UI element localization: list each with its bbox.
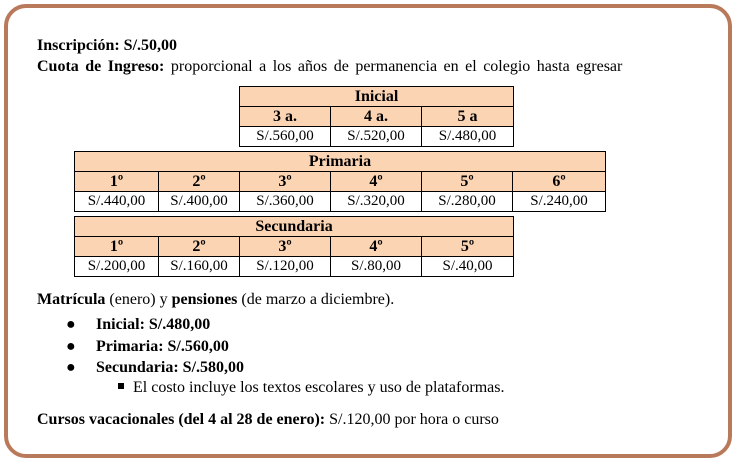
primaria-value: S/.240,00 (513, 192, 606, 212)
fee-level-list (37, 314, 244, 379)
primaria-header: 3º (240, 172, 331, 192)
inicial-title: Inicial (240, 87, 514, 107)
inscripcion-amount: S/.50,00 (123, 37, 178, 54)
cursos-line (37, 411, 499, 429)
note-text: El costo incluye los textos escolares y uso de plataformas. (133, 379, 505, 396)
primaria-value: S/.400,00 (159, 192, 240, 212)
inicial-header: 3 a. (240, 107, 331, 127)
inicial-table (239, 86, 514, 147)
primaria-value: S/.440,00 (75, 192, 159, 212)
fee-primaria: Primaria: S/.560,00 (96, 337, 229, 355)
inicial-value: S/.560,00 (240, 127, 331, 147)
secundaria-header: 4º (331, 237, 422, 257)
secundaria-value: S/.160,00 (159, 257, 240, 277)
inscripcion-label: Inscripción: (37, 37, 120, 54)
secundaria-header: 5º (422, 237, 514, 257)
fee-inicial: Inicial: S/.480,00 (96, 316, 211, 333)
inscripcion-line (37, 37, 177, 55)
primaria-header: 5º (422, 172, 513, 192)
matricula-text: (enero) y (105, 291, 172, 308)
secundaria-title: Secundaria (75, 217, 514, 237)
inicial-value: S/.520,00 (331, 127, 422, 147)
inicial-header: 4 a. (331, 107, 422, 127)
secundaria-header: 1º (75, 237, 159, 257)
pensiones-label: pensiones (171, 291, 238, 308)
bullet-icon: ● (66, 316, 76, 333)
inicial-header: 5 a (422, 107, 514, 127)
secundaria-value: S/.200,00 (75, 257, 159, 277)
secundaria-header: 2º (159, 237, 240, 257)
primaria-value: S/.360,00 (240, 192, 331, 212)
cursos-label: Cursos vacacionales (del 4 al 28 de enero): (37, 411, 326, 428)
list-item (37, 357, 244, 379)
primaria-table (74, 151, 606, 212)
secundaria-value: S/.80,00 (331, 257, 422, 277)
secundaria-value: S/.40,00 (422, 257, 514, 277)
matricula-label: Matrícula (37, 291, 106, 308)
bullet-icon: ● (66, 359, 76, 376)
matricula-line (37, 291, 394, 309)
secundaria-header: 3º (240, 237, 331, 257)
cuota-label: Cuota de Ingreso: (37, 58, 165, 75)
primaria-value: S/.320,00 (331, 192, 422, 212)
list-item (37, 336, 244, 358)
primaria-header: 6º (513, 172, 606, 192)
cursos-text: S/.120,00 por hora o curso (325, 411, 499, 428)
primaria-header: 1º (75, 172, 159, 192)
primaria-title: Primaria (75, 152, 606, 172)
primaria-header: 4º (331, 172, 422, 192)
secundaria-table (74, 216, 514, 277)
cuota-line (37, 58, 622, 76)
bullet-icon: ● (66, 337, 76, 355)
inicial-value: S/.480,00 (422, 127, 514, 147)
square-bullet-icon (118, 383, 124, 389)
list-item (37, 314, 244, 336)
pensiones-text: (de marzo a diciembre). (237, 291, 395, 308)
fee-secundaria: Secundaria: S/.580,00 (96, 359, 245, 376)
secundaria-value: S/.120,00 (240, 257, 331, 277)
primaria-header: 2º (159, 172, 240, 192)
note-line (118, 379, 504, 397)
cuota-text: proporcional a los años de permanencia en el colegio hasta egresar (170, 58, 623, 75)
primaria-value: S/.280,00 (422, 192, 513, 212)
